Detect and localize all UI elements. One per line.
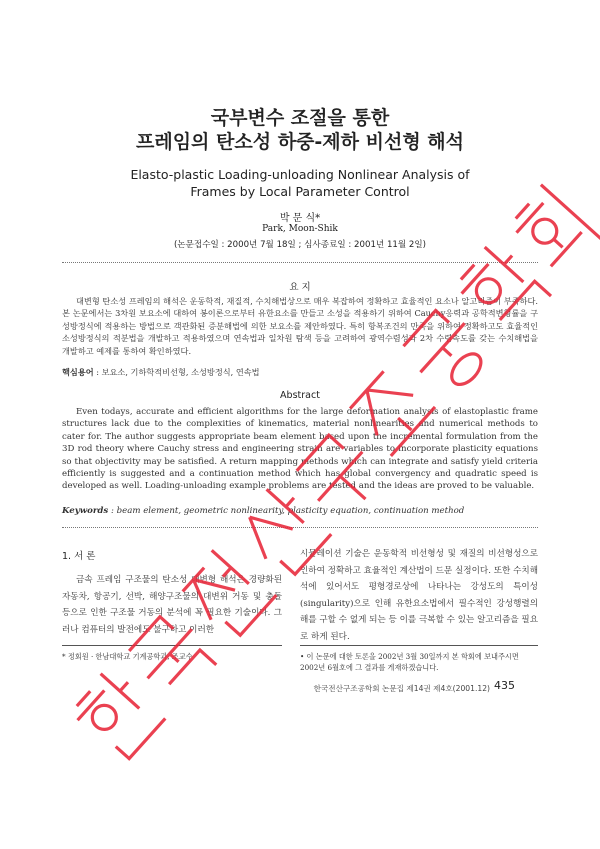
abstract-english-heading: Abstract [280,390,320,401]
keywords-english [62,505,538,517]
footnote-discussion: • 이 논문에 대한 토론을 2002년 3월 30일까지 본 학회에 보내주시면 2002년 6월호에 그 결과를 게재하겠습니다. [300,652,519,672]
section-1-right-column: 시뮬레이션 기술은 운동학적 비선형성 및 재질의 비선형성으로 인하여 정확하고 효율적인 계산법이 드문 실정이다. 또한 수치해석에 있어서도 평형경로상에 나타나는 강성도의 특이성(singularity)으로 인해 유한요소법에서 필수적인 강성행렬의 해를 구할 수 없게 되는 등 이를 극복할 수 있는 알고리즘을 필요로 하게 된다. [300,549,538,642]
journal-footer: 한국전산구조공학회 논문집 제14권 제4호(2001.12) [313,684,490,693]
section-1-heading: 1. 서 론 [62,551,96,562]
keywords-korean [62,366,538,378]
footnote-rule-left [62,645,282,646]
title-english-line2: Frames by Local Parameter Control [190,184,410,199]
title-korean-line1: 국부변수 조절을 통한 [210,107,390,129]
divider-top [62,262,538,263]
abstract-english: Even todays, accurate and efficient algorithms for the large deformation analysis of elastoplastic frame structures lack due to the complexities of kinematics, material nonlinearities and numerical methods to cater for. The author suggests appropriate beam element based upon the incremental formulation from the 3D rod theory where Cauchy stress and engineering strain are variables to incorporate plasticity equations so that objectivity may be satisfied. A return mapping methods which can integrate and satisfy yield criteria efficiently is suggested and a continuation method which has global convergency and quadratic speed is developed as well. Loading-unloading example problems are tested and the ideas are proved to be valuable. [62,407,538,492]
title-english-line1: Elasto-plastic Loading-unloading Nonlinear Analysis of [130,167,470,182]
footnote-author: * 정회원 · 한남대학교 기계공학과, 조교수 [62,652,193,661]
keywords-english-label: Keywords [62,506,109,516]
author-english: Park, Moon-Shik [262,224,338,234]
section-1-left-column: 금속 프레임 구조물의 탄소성 대변형 해석은 경량화된 자동차, 항공기, 선박, 해양구조물의 대변위 거동 및 충돌 등으로 인한 구조물 거동의 분석에 꼭 필요한 기술이다. 그러나 컴퓨터의 발전에도 불구하고 이러한 [62,575,282,635]
title-korean-line2: 프레임의 탄소성 하중-제하 비선형 해석 [135,131,464,153]
footnote-rule-right [300,645,538,646]
author-korean: 박 문 식* [279,213,321,224]
keywords-korean-list: : 보요소, 기하학적비선형, 소성방정식, 연속법 [93,367,260,377]
abstract-korean-heading: 요 지 [289,282,311,293]
keywords-korean-label: 핵심용어 [62,367,94,377]
keywords-english-list: : beam element, geometric nonlinearity, plasticity equation, continuation method [108,506,465,516]
abstract-korean: 대변형 탄소성 프레임의 해석은 운동학적, 재질적, 수치해법상으로 매우 복잡하여 정확하고 효율적인 요소나 알고리즘이 부족하다. 본 논문에서는 3차원 보요소에 대하여 봉이론으로부터 유한요소를 만들고 소성을 적용하기 위하여 Cauchy응력과 공학적변형률을 구성방정식에 적용하는 방법으로 객관화된 증분해법에 의한 보요소를 제안하였다. 특히 항복조건의 만족을 위하여 정확하고도 효율적인 소성방정식의 적분법을 개발하고 적용하였으며 연속법과 일차원 탐색 등을 고려하여 광역수렴성과 2차 수렴속도를 갖는 수치해법을 개발하고 예제를 통하여 확인하였다. [62,296,538,356]
divider-bottom [62,527,538,528]
page-number: 435 [494,679,515,692]
submission-dates: (논문접수일 : 2000년 7월 18일 ; 심사종료일 : 2001년 11월 2일) [173,240,427,250]
